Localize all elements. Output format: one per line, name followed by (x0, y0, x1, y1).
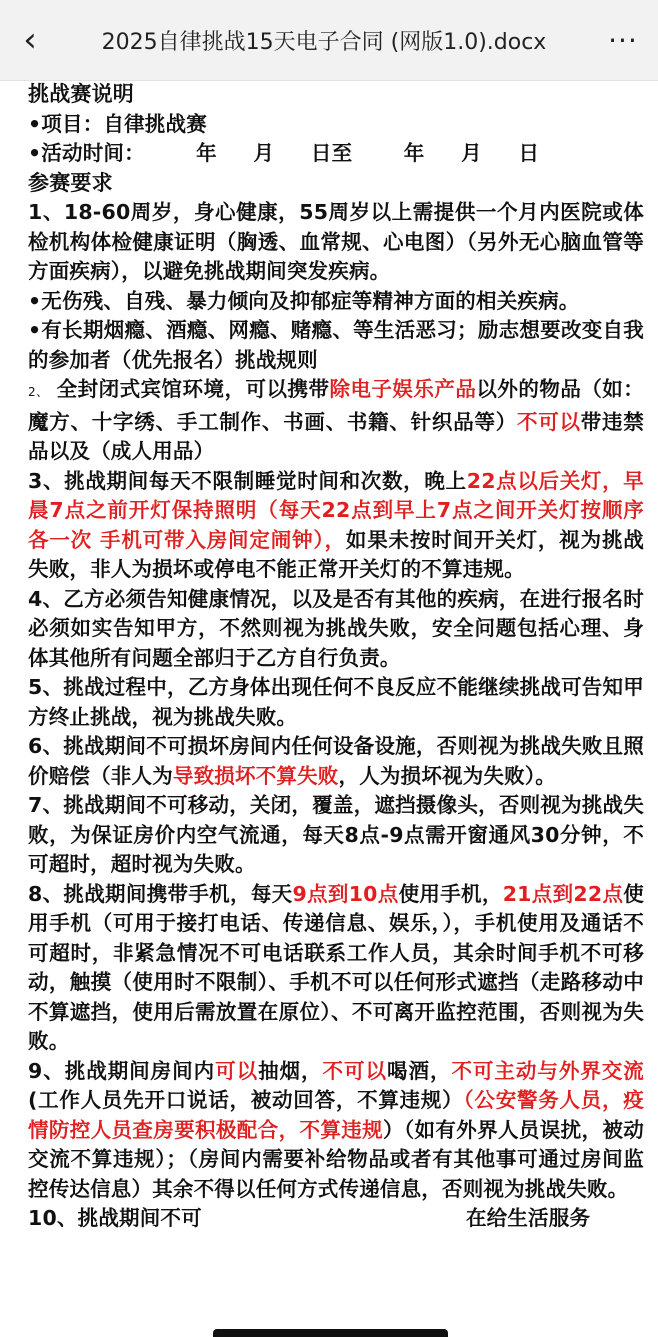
rule-5: 5、挑战过程中，乙方身体出现任何不良反应不能继续挑战可告知甲方终止挑战，视为挑战失败。 (28, 675, 644, 729)
rule-2-text-a: 全封闭式宾馆环境，可以携带 (56, 377, 330, 401)
rule-1: 1、18-60周岁，身心健康，55周岁以上需提供一个月内医院或体检机构体检健康证明（胸透、血常规、心电图）（另外无心脑血管等方面疾病），以避免挑战期间突发疾病。 (28, 200, 644, 283)
doc-heading: 挑战赛说明 (28, 82, 134, 106)
rule-9-text-b: 抽烟， (258, 1058, 323, 1083)
rule-9-text-d: (工作人员先开口说话，被动回答，不算违规） (28, 1088, 464, 1112)
activity-time-line: •活动时间： 年 月 日至 年 月 日 (28, 141, 540, 165)
top-bar (0, 0, 658, 81)
rule-6-text-b: ，人为损坏视为失败）。 (338, 763, 556, 788)
more-options-icon[interactable]: ··· (608, 23, 638, 57)
rule-9-red-d: （公安警务人员，疫情防控人员查房要积极配合，不算违规 (28, 1088, 644, 1142)
rule-6-red: 导致损坏不算失败 (172, 763, 339, 788)
rule-2-text-c: 带违禁品以及（成人用品） (28, 409, 644, 463)
rule-9-red-c: 不可主动与外界交流 (451, 1058, 644, 1083)
document-title: 2025自律挑战15天电子合同 (网版1.0).docx (101, 29, 547, 55)
rule-3-red: 22点以后关灯，早晨7点之前开灯保持照明（每天22点到早上7点之间开关灯按顺序各一次 手机可带入房间定闹钟）， (28, 468, 645, 552)
rule-6 (28, 732, 644, 791)
rule-8-text-b: 使用手机， (398, 881, 503, 906)
rule-4: 4、乙方必须告知健康情况，以及是否有其他的疾病，在进行报名时必须如实告知甲方，不然则视为挑战失败，安全问题包括心理、身体其他所有问题全部归于乙方自行负责。 (28, 586, 644, 670)
back-arrow-icon[interactable]: ‹ (23, 20, 37, 60)
rule-2 (28, 375, 644, 467)
bullet-no-disability: •无伤残、自残、暴力倾向及抑郁症等精神方面的相关疾病。 (28, 288, 580, 313)
document-body[interactable] (0, 80, 658, 1337)
bullet-bad-habits: •有长期烟瘾、酒瘾、网瘾、赌瘾、等生活恶习；励志想要改变自我的参加者（优先报名）挑战规则 (28, 318, 644, 372)
requirements-heading: 参赛要求 (28, 170, 113, 195)
rule-3 (28, 467, 644, 585)
rule-8-red-b: 21点到22点 (502, 881, 624, 906)
rule-9-red-b: 不可以 (322, 1058, 387, 1083)
rule-3-text-b: 如果未按时间开关灯，视为挑战失败，非人为损坏或停电不能正常开关灯的不算违规。 (28, 527, 644, 581)
rule-9-red-a: 可以 (215, 1058, 259, 1083)
project-line: •项目：自律挑战赛 (28, 111, 207, 136)
home-indicator (213, 1329, 448, 1337)
rule-8-text-a: 8、挑战期间携带手机，每天 (28, 881, 293, 906)
rule-2-red-b: 不可以 (516, 409, 581, 434)
rule-2-red-a: 除电子娱乐产品 (329, 377, 477, 401)
rule-8 (28, 880, 644, 1057)
rule-9 (28, 1057, 644, 1205)
rule-2-text-b: 以外的物品（如：魔方、十字绣、手工制作、书画、书籍、针织品等） (28, 377, 644, 434)
rule-9-text-e: ）（如有外界人员误扰，被动交流不算违规）；（房间内需要补给物品或者有其他事可通过房间监控传达信息）其余不得以任何方式传递信息，否则视为挑战失败。 (28, 1117, 644, 1201)
rule-2-index: 2、 (28, 385, 49, 399)
rule-7: 7、挑战期间不可移动，关闭，覆盖，遮挡摄像头，否则视为挑战失败，为保证房价内空气流通，每天8点-9点需开窗通风30分钟，不可超时，超时视为失败。 (28, 793, 644, 876)
rule-9-text-a: 9、挑战期间房间内 (28, 1058, 216, 1083)
rule-10-partial: 10、挑战期间不可 在给生活服务 (28, 1206, 591, 1230)
rule-6-text-a: 6、挑战期间不可损坏房间内任何设备设施，否则视为挑战失败且照价赔偿（非人为 (28, 734, 644, 788)
rule-3-text-a: 3、挑战期间每天不限制睡觉时间和次数，晚上 (28, 468, 467, 493)
rule-8-text-c: 使用手机（可用于接打电话、传递信息、娱乐，），手机使用及通话不可超时，非紧急情况不可电话联系工作人员，其余时间手机不可移动，触摸（使用时不限制）、手机不可以任何形式遮挡（走路移动中不算遮挡，使用后需放置在原位）、不可离开监控范围，否则视为失败。 (28, 881, 644, 1053)
rule-8-red-a: 9点到10点 (292, 881, 399, 906)
rule-9-text-c: 喝酒， (386, 1058, 452, 1083)
